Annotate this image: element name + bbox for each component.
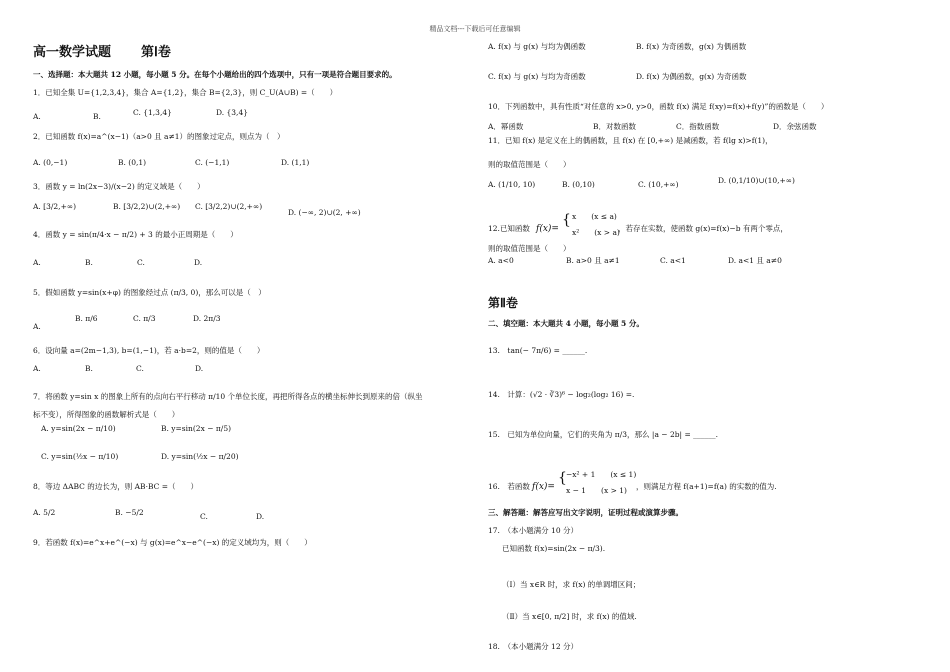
section-three-header: 三、解答题：解答应写出文字说明，证明过程或演算步骤。: [488, 508, 683, 518]
question-17: 17. （本小题满分 10 分）: [488, 525, 578, 535]
question-12: 12.已知函数 f(x)= { x (x ≤ a) x² (x > a) ，若存在实数，使函数 g(x)=f(x)−b 有两个零点，: [488, 212, 788, 237]
question-3-options: A. [3/2,+∞) B. [3/2,2)∪(2,+∞) C. [3/2,2)∪(2,+∞) D. (−∞, 2)∪(2, +∞): [33, 201, 361, 217]
question-12-continued: 则的取值范围是（ ）: [488, 244, 571, 253]
question-1-options: A. B. C. {1,3,4} D. {3,4}: [33, 107, 248, 121]
question-14: 14. 计算：(√2 · ∛3)⁶ − log₂(log₂ 16) =.: [488, 390, 635, 400]
question-7-options-row2: C. y=sin(½x − π/10) D. y=sin(½x − π/20): [41, 451, 239, 461]
section-one-header: 一、选择题：本大题共 12 小题，每小题 5 分。在每个小题给出的四个选项中，只有一项是符合题目要求的。: [33, 70, 397, 80]
question-6-options: A. B. C. D.: [33, 363, 204, 373]
question-15: 15. 已知为单位向量，它们的夹角为 π/3，那么 |a − 2b| = ______.: [488, 430, 719, 440]
question-7-options-row1: A. y=sin(2x − π/10) B. y=sin(2x − π/5): [41, 423, 232, 433]
question-3: 3．函数 y = ln(2x−3)/(x−2) 的定义域是（ ）: [33, 181, 205, 191]
question-10: 10．下列函数中，具有性质“对任意的 x>0, y>0，函数 f(x) 满足 f(xy)=f(x)+f(y)”的函数是（ ）: [488, 102, 829, 111]
question-17-part-1: （Ⅰ）当 x∈R 时，求 f(x) 的单调增区间；: [502, 579, 641, 589]
volume-one-label: 第Ⅰ卷: [141, 44, 171, 59]
question-12-options: A. a<0 B. a>0 且 a≠1 C. a<1 D. a<1 且 a≠0: [488, 256, 782, 265]
question-17-part-2: （Ⅱ）当 x∈[0, π/2] 时，求 f(x) 的值域.: [502, 611, 637, 621]
section-two-header: 二、填空题：本大题共 4 小题，每小题 5 分。: [488, 319, 644, 328]
right-column: [488, 38, 928, 656]
question-9-options-row1: A. f(x) 与 g(x) 与均为偶函数 B. f(x) 为奇函数，g(x) 为偶函数: [488, 42, 747, 51]
question-10-options: A．幂函数 B．对数函数 C．指数函数 D．余弦函数: [488, 122, 817, 131]
left-column: [33, 38, 463, 552]
question-5-options: A. B. π/6 C. π/3 D. 2π/3: [33, 313, 221, 331]
question-17-function: 已知函数 f(x)=sin(2x − π/3).: [502, 543, 606, 553]
page-title: [33, 44, 463, 60]
question-9: 9．若函数 f(x)=e^x+e^(−x) 与 g(x)=e^x−e^(−x) 的定义域均为，则（ ）: [33, 537, 312, 547]
question-18: 18. （本小题满分 12 分）: [488, 641, 578, 651]
question-6: 6．设向量 a=(2m−1,3), b=(1,−1)，若 a·b=2，则的值是（ ）: [33, 345, 265, 355]
question-4: 4．函数 y = sin(π/4·x − π/2) + 3 的最小正周期是（ ）: [33, 229, 238, 239]
question-9-options-row2: C. f(x) 与 g(x) 与均为奇函数 D. f(x) 为偶函数，g(x) 为奇函数: [488, 72, 747, 81]
question-7: 7．将函数 y=sin x 的图象上所有的点向右平行移动 π/10 个单位长度，再把所得各点的横坐标伸长到原来的倍（纵坐: [33, 391, 423, 401]
exam-title: 高一数学试题: [33, 44, 112, 59]
question-7-continued: 标不变），所得图象的函数解析式是（ ）: [33, 409, 180, 419]
question-2: 2．已知函数 f(x)=a^(x−1)（a>0 且 a≠1）的图象过定点，则点为（ ）: [33, 131, 285, 141]
watermark: 精品文档---下载后可任意编辑: [429, 25, 521, 33]
question-11-continued: 则的取值范围是（ ）: [488, 160, 571, 169]
question-8: 8．等边 ΔABC 的边长为，则 AB·BC =（ ）: [33, 481, 199, 491]
question-1: 1．已知全集 U={1,2,3,4}，集合 A={1,2}，集合 B={2,3}，则 C_U(A∪B) =（ ）: [33, 87, 338, 97]
question-4-options: A. B. C. D.: [33, 257, 203, 267]
question-2-options: A. (0,−1) B. (0,1) C. (−1,1) D. (1,1): [33, 157, 310, 167]
question-13: 13. tan(− 7π/6) = ______.: [488, 346, 588, 356]
question-8-options: A. 5/2 B. −5/2 C. D.: [33, 507, 265, 521]
question-11: 11．已知 f(x) 是定义在上的偶函数，且 f(x) 在 [0,+∞) 是减函数，若 f(lg x)>f(1)，: [488, 136, 773, 145]
volume-two-label: 第Ⅱ卷: [488, 296, 518, 310]
question-5: 5．假如函数 y=sin(x+φ) 的图象经过点 (π/3, 0)，那么可以是（ ）: [33, 287, 266, 297]
question-11-options: A. (1/10, 10) B. (0,10) C. (10,+∞) D. (0,1/10)∪(10,+∞): [488, 176, 795, 189]
question-16: 16. 若函数 f(x)= { −x² + 1 (x ≤ 1) x − 1 (x > 1) ，则满足方程 f(a+1)=f(a) 的实数的值为.: [488, 470, 777, 496]
